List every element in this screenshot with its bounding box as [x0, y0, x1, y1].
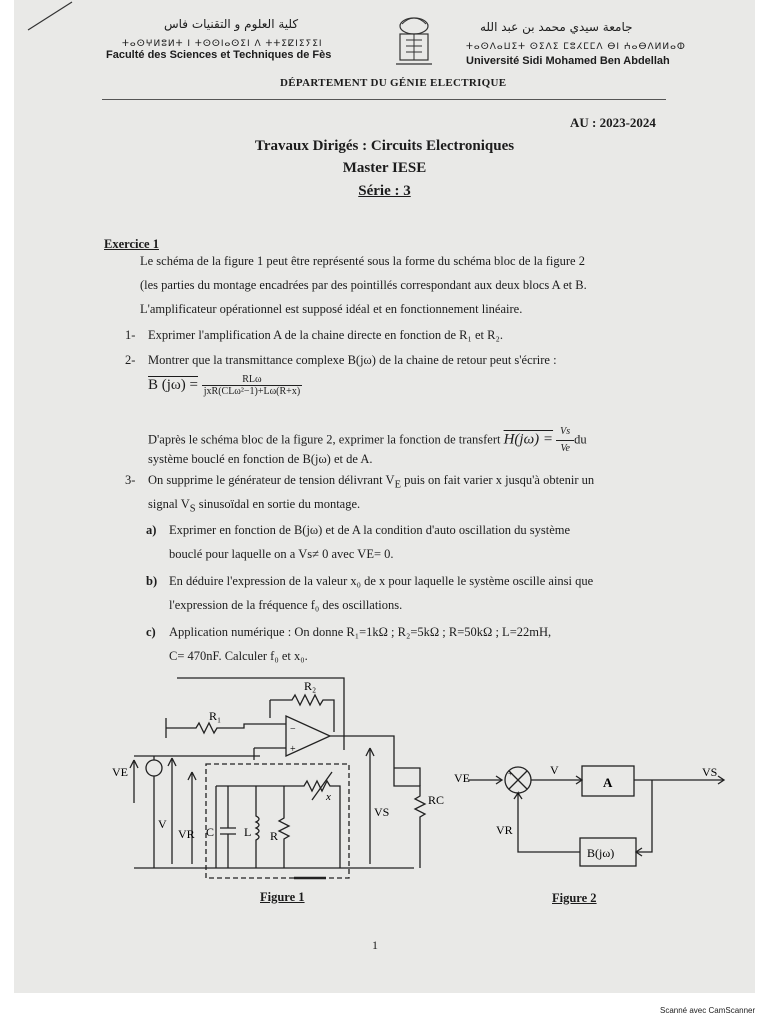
- figure-2-caption: Figure 2: [552, 891, 597, 905]
- q2b-frac-num: Vs: [556, 424, 574, 441]
- fig1-r-label: R: [270, 829, 279, 843]
- fig2-plus-1: +: [508, 769, 513, 778]
- q3-line-1: [148, 472, 594, 494]
- fig1-r1-label: R₁: [209, 709, 222, 723]
- header-rule: [102, 99, 666, 100]
- pen-mark: [26, 0, 76, 34]
- fig2-b-block: B(jω): [587, 846, 615, 860]
- qa-line-2: bouclé pour laquelle on a Vs≠ 0 avec VE= 0.: [169, 547, 394, 561]
- academic-year: AU : 2023-2024: [570, 115, 656, 130]
- page-number: 1: [372, 938, 378, 952]
- qb-line-1: En déduire l'expression de la valeur x₀ de x pour laquelle le système oscille ainsi que: [169, 574, 594, 588]
- q2b-h: H(jω) =: [503, 431, 554, 448]
- doc-subtitle: Master IESE: [342, 160, 427, 176]
- qb-line-2: l'expression de la fréquence f₀ des oscillations.: [169, 598, 403, 612]
- formula-numerator: RLω: [202, 374, 302, 386]
- q2b-text-b: du: [574, 432, 587, 447]
- fig1-vs-label: VS: [374, 805, 390, 819]
- qa-line-1: Exprimer en fonction de B(jω) et de A la condition d'auto oscillation du système: [169, 523, 571, 537]
- fig1-x-label: x: [326, 791, 331, 803]
- university-logo: [388, 10, 440, 72]
- qa-number: a): [146, 523, 157, 537]
- fig1-opamp-plus: +: [290, 744, 296, 755]
- faculty-arabic: كلية العلوم و التقنيات فاس: [164, 17, 299, 31]
- formula-b: [148, 374, 302, 397]
- faculty-tifinagh: ⵜⴰⵙⵖⵍⵓⵍⵜ ⵏ ⵜⵙⵙⵏⴰⵙⵉⵏ ⴷ ⵜⵜⵉⵇⵏⵉⵢⵉⵏ: [122, 39, 323, 49]
- qc-line-1: Application numérique : On donne R₁=1kΩ ; R₂=5kΩ ; R=50kΩ ; L=22mH,: [169, 625, 552, 639]
- fig2-a-block: A: [603, 775, 613, 790]
- formula-denominator: jxR(CLω²−1)+Lω(R+x): [203, 386, 301, 397]
- university-arabic: جامعة سيدي محمد بن عبد الله: [480, 20, 633, 34]
- department-title: DÉPARTEMENT DU GÉNIE ELECTRIQUE: [280, 77, 507, 89]
- q3-text-a: On supprime le générateur de tension délivrant V: [148, 473, 395, 487]
- intro-line-3: L'amplificateur opérationnel est supposé idéal et en fonctionnement linéaire.: [140, 302, 523, 316]
- q1-text: Exprimer l'amplification A de la chaine directe en fonction de R₁ et R₂.: [148, 328, 503, 342]
- fig2-ve-label: VE: [454, 771, 470, 785]
- fig1-opamp-minus: −: [290, 724, 296, 735]
- serie-label: Série : 3: [358, 183, 411, 199]
- fig1-rc-label: RC: [428, 793, 445, 807]
- q1-number: 1-: [125, 328, 136, 342]
- camscanner-footer: Scanné avec CamScanner: [660, 1006, 756, 1015]
- q2-number: 2-: [125, 353, 136, 367]
- fig1-l-label: L: [244, 825, 252, 839]
- formula-lhs: B (jω) =: [148, 376, 198, 393]
- q3-line-2: [148, 496, 360, 518]
- fig1-vr-label: VR: [178, 827, 195, 841]
- university-french: Université Sidi Mohamed Ben Abdellah: [466, 55, 670, 67]
- intro-line-2: (les parties du montage encadrées par des pointillés correspondant aux deux blocs A et B.: [140, 278, 587, 292]
- q3-text-d: sinusoïdal en sortie du montage.: [195, 497, 361, 511]
- figure-2-block-diagram: [440, 760, 730, 880]
- q3-sub-s: S: [189, 503, 196, 515]
- q2b-line-2: système bouclé en fonction de B(jω) et de A.: [148, 452, 373, 466]
- fig2-vr-label: VR: [496, 823, 513, 837]
- doc-title: Travaux Dirigés : Circuits Electroniques: [254, 138, 515, 154]
- q2b-text-a: D'après le schéma bloc de la figure 2, exprimer la fonction de transfert: [148, 432, 501, 447]
- fig2-v-label: V: [550, 763, 559, 777]
- fig2-plus-2: +: [516, 789, 521, 798]
- q3-text-c: signal V: [148, 497, 190, 511]
- fig1-c-label: C: [206, 825, 215, 839]
- figure-1-circuit: [94, 668, 454, 893]
- figure-1-caption: Figure 1: [260, 890, 305, 904]
- intro-line-1: Le schéma de la figure 1 peut être représenté sous la forme du schéma bloc de la figure 2: [140, 254, 585, 268]
- qc-number: c): [146, 625, 156, 639]
- fig1-v-label: V: [158, 817, 167, 831]
- qb-number: b): [146, 574, 158, 588]
- fig1-ve-label: VE: [112, 765, 128, 779]
- fig2-vs-label: VS: [702, 765, 718, 779]
- q2-text: Montrer que la transmittance complexe B(jω) de la chaine de retour peut s'écrire :: [148, 353, 557, 367]
- q2b-frac-den: Ve: [560, 443, 570, 454]
- q3-text-b: puis on fait varier x jusqu'à obtenir un: [400, 473, 595, 487]
- university-tifinagh: ⵜⴰⵙⴷⴰⵡⵉⵜ ⵙⵉⴷⵉ ⵎⵓⵃⵎⵎⴷ ⴱⵏ ⵄⴰⴱⴷⵍⵍⴰⵀ: [466, 42, 686, 52]
- q3-number: 3-: [125, 473, 136, 487]
- qc-line-2: C= 470nF. Calculer f₀ et x₀.: [169, 649, 308, 663]
- scanned-page: [14, 0, 755, 993]
- faculty-french: Faculté des Sciences et Techniques de Fès: [106, 49, 332, 61]
- fig1-r2-label: R₂: [304, 679, 317, 693]
- exercise-heading: Exercice 1: [104, 237, 159, 251]
- q3-sub-e: E: [394, 479, 401, 491]
